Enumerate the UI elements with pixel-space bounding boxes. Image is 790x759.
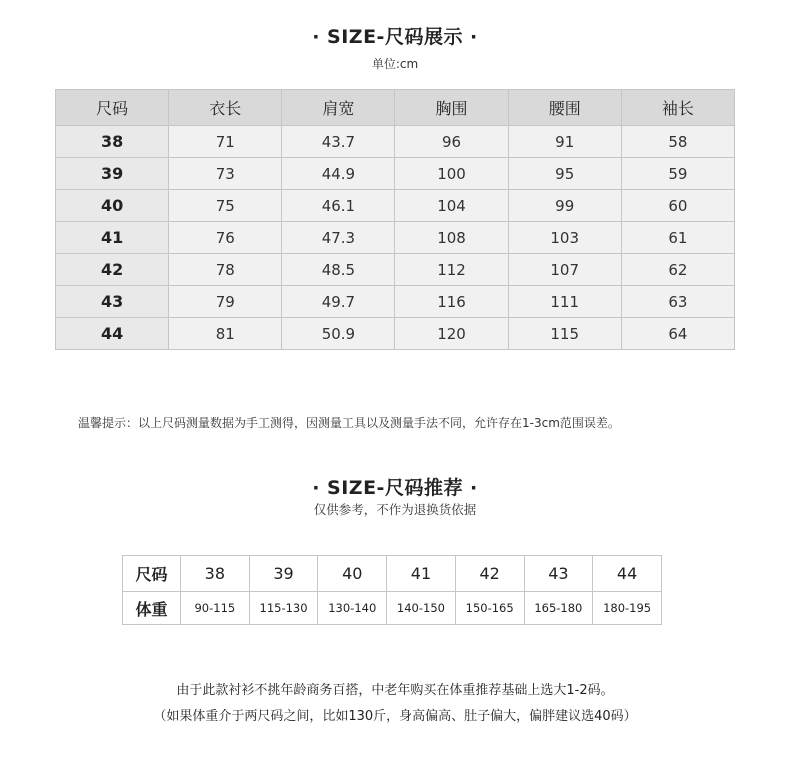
recommend-size-row [123, 556, 662, 592]
size-cell: 40 [56, 190, 169, 222]
chest-cell: 96 [395, 126, 508, 158]
weight-row-label: 体重 [123, 592, 181, 625]
size-recommend-title: · SIZE-尺码推荐 · [312, 477, 478, 499]
waist-cell: 95 [508, 158, 621, 190]
unit-label: 单位:cm [371, 57, 419, 71]
table-row [56, 286, 735, 318]
length-cell: 73 [169, 158, 282, 190]
recommend-size-cell: 39 [249, 556, 318, 592]
recommend-weight-row [123, 592, 662, 625]
recommend-weight-cell: 150-165 [455, 592, 524, 625]
shoulder-cell: 47.3 [282, 222, 395, 254]
recommend-size-cell: 38 [181, 556, 250, 592]
table-row [56, 126, 735, 158]
chest-cell: 108 [395, 222, 508, 254]
sleeve-cell: 58 [621, 126, 734, 158]
sleeve-cell: 63 [621, 286, 734, 318]
size-chart-table [55, 89, 735, 350]
length-cell: 75 [169, 190, 282, 222]
size-row-label: 尺码 [123, 556, 181, 592]
sleeve-cell: 61 [621, 222, 734, 254]
recommend-size-cell: 40 [318, 556, 387, 592]
table-row [56, 158, 735, 190]
recommend-weight-cell: 140-150 [387, 592, 456, 625]
shoulder-cell: 48.5 [282, 254, 395, 286]
chest-cell: 100 [395, 158, 508, 190]
chest-cell: 112 [395, 254, 508, 286]
table-row [56, 254, 735, 286]
length-cell: 71 [169, 126, 282, 158]
recommend-weight-cell: 165-180 [524, 592, 593, 625]
size-chart-title: · SIZE-尺码展示 · [312, 26, 478, 48]
chest-cell: 116 [395, 286, 508, 318]
size-cell: 43 [56, 286, 169, 318]
waist-cell: 91 [508, 126, 621, 158]
chest-cell: 120 [395, 318, 508, 350]
length-cell: 78 [169, 254, 282, 286]
waist-cell: 111 [508, 286, 621, 318]
table-row [56, 190, 735, 222]
recommend-size-cell: 44 [593, 556, 662, 592]
size-chart-header-row [56, 90, 735, 126]
table-row [56, 318, 735, 350]
recommend-weight-cell: 115-130 [249, 592, 318, 625]
sleeve-cell: 59 [621, 158, 734, 190]
waist-cell: 115 [508, 318, 621, 350]
shoulder-cell: 44.9 [282, 158, 395, 190]
sleeve-cell: 60 [621, 190, 734, 222]
waist-cell: 107 [508, 254, 621, 286]
header-shoulder: 肩宽 [282, 90, 395, 126]
length-cell: 81 [169, 318, 282, 350]
size-cell: 39 [56, 158, 169, 190]
size-cell: 42 [56, 254, 169, 286]
size-cell: 44 [56, 318, 169, 350]
recommend-size-cell: 42 [455, 556, 524, 592]
length-cell: 76 [169, 222, 282, 254]
waist-cell: 99 [508, 190, 621, 222]
sleeve-cell: 64 [621, 318, 734, 350]
header-length: 衣长 [169, 90, 282, 126]
header-waist: 腰围 [508, 90, 621, 126]
table-row [56, 222, 735, 254]
chest-cell: 104 [395, 190, 508, 222]
recommend-weight-cell: 90-115 [181, 592, 250, 625]
header-sleeve: 袖长 [621, 90, 734, 126]
measurement-note: 温馨提示：以上尺码测量数据为手工测得，因测量工具以及测量手法不同，允许存在1-3cm范围误差。 [78, 416, 620, 430]
shoulder-cell: 46.1 [282, 190, 395, 222]
recommend-weight-cell: 180-195 [593, 592, 662, 625]
length-cell: 79 [169, 286, 282, 318]
size-recommend-table [122, 555, 662, 625]
footer-advice-line-2: （如果体重介于两尺码之间，比如130斤，身高偏高、肚子偏大，偏胖建议选40码） [153, 709, 637, 724]
footer-advice-line-1: 由于此款衬衫不挑年龄商务百搭，中老年购买在体重推荐基础上选大1-2码。 [176, 683, 614, 698]
size-cell: 38 [56, 126, 169, 158]
header-chest: 胸围 [395, 90, 508, 126]
recommend-subtitle: 仅供参考，不作为退换货依据 [313, 502, 477, 517]
shoulder-cell: 50.9 [282, 318, 395, 350]
recommend-weight-cell: 130-140 [318, 592, 387, 625]
shoulder-cell: 49.7 [282, 286, 395, 318]
recommend-size-cell: 41 [387, 556, 456, 592]
header-size: 尺码 [56, 90, 169, 126]
size-cell: 41 [56, 222, 169, 254]
shoulder-cell: 43.7 [282, 126, 395, 158]
waist-cell: 103 [508, 222, 621, 254]
recommend-size-cell: 43 [524, 556, 593, 592]
sleeve-cell: 62 [621, 254, 734, 286]
